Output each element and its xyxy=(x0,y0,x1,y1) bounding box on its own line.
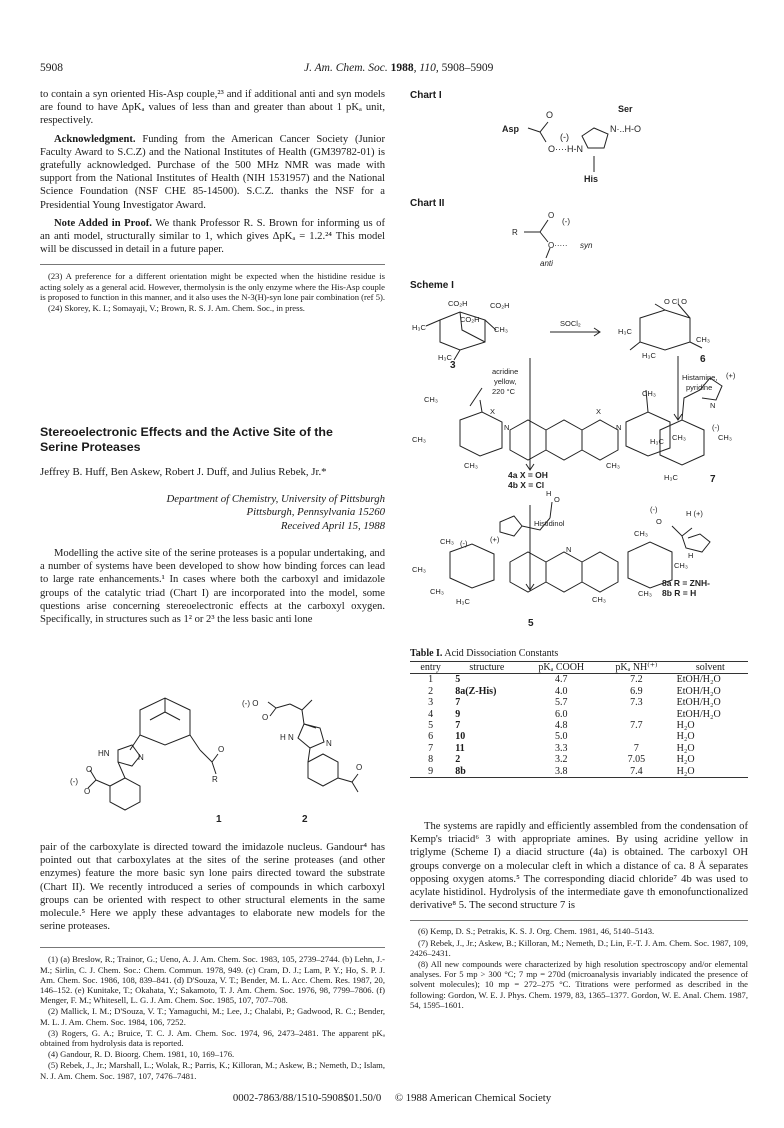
journal-volume: 110 xyxy=(419,62,436,74)
cell-pka-nh xyxy=(600,709,672,720)
cell-structure: 7 xyxy=(455,697,461,709)
svg-text:(-): (-) xyxy=(650,505,658,514)
svg-text:His: His xyxy=(584,174,599,182)
svg-text:anti: anti xyxy=(540,259,553,268)
previous-footnotes xyxy=(40,271,385,313)
cell-entry: 6 xyxy=(428,731,434,743)
svg-text:O Cl O: O Cl O xyxy=(664,297,687,306)
scheme-1-label: Scheme I xyxy=(410,280,454,291)
table-row xyxy=(410,674,748,686)
svg-text:R: R xyxy=(212,775,218,784)
svg-text:H: H xyxy=(688,551,694,560)
article-authors: Jeffrey B. Huff, Ben Askew, Robert J. Duff, and Julius Rebek, Jr.* xyxy=(40,466,327,478)
svg-text:H₃C: H₃C xyxy=(664,473,678,482)
journal-pages: 5908–5909 xyxy=(441,62,494,74)
note-text: We thank Professor R. S. Brown for informing us of an anti model, structurally similar to 1, which gives ΔpKₐ = 1.2.²⁴ This model will be discussed in detail in a future paper. xyxy=(40,217,385,256)
article-footnotes-left xyxy=(40,954,385,1080)
svg-text:CH₃: CH₃ xyxy=(606,461,620,470)
cell-entry: 4 xyxy=(428,708,434,720)
svg-text:O: O xyxy=(546,110,554,120)
acridine-label-1: acridine xyxy=(492,367,519,376)
footnote-1: (1) (a) Breslow, R.; Trainor, G.; Ueno, A. J. Am. Chem. Soc. 1983, 105, 2739–2744. (b) Lehn, J.-M.; Sirlin, C. J. Chem. Soc.: Chem. Commun. 1978, 949. (c) Cram, D. J.; Lam, P. Y.; Ho, S. P. J. Am. Chem. Soc. 1986, 108, 839–841. (d) D'Souza, V. T.; Bender, M. L. Acc. Chem. Res. 1987, 20, 146–152. (e) Kunitake, T.; Okahata, Y.; Sakamoto, T. J. Am. Chem. Soc. 1976, 98, 7799–7806. (f) Menger, F. M.; Whitesell, L. G. J. Am. Chem. Soc. 1985, 107, 707–708. xyxy=(40,954,385,1006)
svg-text:O: O xyxy=(656,517,662,526)
svg-text:CH₃: CH₃ xyxy=(464,461,478,470)
chart-1-label: Chart I xyxy=(410,90,442,101)
cell-entry: 2 xyxy=(428,685,434,697)
note-added-in-proof xyxy=(40,217,385,257)
table-header-row xyxy=(410,662,748,674)
previous-article-end: to contain a syn oriented His-Asp couple,²³ and if additional anti and syn models are found to have ΔpKₐ values of less than and greater than about 1 pKₐ unit, respectively. xyxy=(40,89,385,127)
svg-text:CH₃: CH₃ xyxy=(718,433,732,442)
chart-1-drawing xyxy=(500,96,660,182)
left-column-top xyxy=(40,88,385,314)
acridine-label-3: 220 °C xyxy=(492,387,516,396)
structure-1-label: 1 xyxy=(216,814,222,825)
footnote-5: (5) Rebek, J., Jr.; Marshall, L.; Wolak, R.; Parris, K.; Killoran, M.; Askew, B.; Nemeth, D.; Islam, N. J. Am. Chem. Soc. 1987, 107, 7476–7481. xyxy=(40,1060,385,1081)
footnote-rule-2 xyxy=(40,947,385,948)
right-column-text xyxy=(410,820,748,1011)
scheme-1-drawing xyxy=(410,290,748,645)
cell-pka-nh: 7 xyxy=(633,742,639,754)
pka-table xyxy=(410,661,748,778)
svg-text:(-): (-) xyxy=(712,423,720,432)
col-entry: entry xyxy=(420,662,441,673)
compound-4b-label: 4b X = Cl xyxy=(508,480,545,490)
histidinol-label: Histidinol xyxy=(534,519,565,528)
cell-structure: 8b xyxy=(455,765,466,777)
footnote-4: (4) Gandour, R. D. Bioorg. Chem. 1981, 10, 169–176. xyxy=(48,1049,235,1060)
svg-text:(-): (-) xyxy=(70,777,78,786)
svg-text:(-): (-) xyxy=(562,217,570,226)
page-footer xyxy=(0,1092,784,1104)
cell-solvent: EtOH/H₂O xyxy=(676,708,721,720)
svg-text:H₃C: H₃C xyxy=(618,327,632,336)
table-1 xyxy=(410,648,748,778)
footnote-rule-right xyxy=(410,920,748,921)
svg-text:CH₃: CH₃ xyxy=(696,335,710,344)
compound-8a-label: 8a R = ZNH- xyxy=(662,578,710,588)
table-row xyxy=(410,731,748,742)
svg-text:CH₃: CH₃ xyxy=(642,389,656,398)
cell-entry: 1 xyxy=(428,674,434,686)
cell-solvent: EtOH/H₂O xyxy=(676,685,721,697)
table-row xyxy=(410,709,748,720)
footnote-7: (7) Rebek, J., Jr.; Askew, B.; Killoran, M.; Nemeth, D.; Lin, F.-T. J. Am. Chem. Soc. 1987, 109, 2426–2431. xyxy=(410,937,748,958)
svg-text:CH₃: CH₃ xyxy=(440,537,454,546)
cell-pka-nh: 7.4 xyxy=(630,765,643,777)
svg-text:(-) O: (-) O xyxy=(242,699,259,708)
synthesis-paragraph: The systems are rapidly and efficiently assembled from the condensation of Kemp's triacid⁶ 3 with appropriate amines. By using acridine yellow in triglyme (Scheme I) a diacid structure (4a) is obtained. The carboxyl OH groups converge on a molecular cleft in which a distance of ca. 8 Å separates opposing oxygen atoms.⁵ The corresponding diacid chloride⁷ 4b was used to acylate histidinol. Hydrolysis of the intermediate gave th emonofunctionalized derivative⁸ 5. The second structure 7 is xyxy=(410,821,748,912)
svg-text:O·····: O····· xyxy=(548,241,568,250)
intro-paragraph: Modelling the active site of the serine proteases is a popular undertaking, and a number of systems have been developed to show how binding forces can lead to large rate enhancements.¹ In cases where both the carboxyl and imidazole groups of the catalytic triad (Chart I) are incorporated into the model, some questions arise concerning stereoelectronic effects at the carboxyl oxygen. Specifically, in structures such as 1² or 2³ the less basic anti lone xyxy=(40,548,385,626)
cell-structure: 7 xyxy=(455,720,461,732)
acridine-label-2: yellow, xyxy=(494,377,517,386)
cell-structure: 10 xyxy=(455,731,466,743)
svg-text:H N: H N xyxy=(280,733,294,742)
svg-text:R: R xyxy=(512,228,518,237)
svg-text:O····H-N: O····H-N xyxy=(548,144,583,154)
svg-text:O: O xyxy=(356,763,363,772)
table-row xyxy=(410,743,748,754)
svg-text:O: O xyxy=(218,745,225,754)
svg-text:CH₃: CH₃ xyxy=(674,561,688,570)
received-date: Received April 15, 1988 xyxy=(280,519,385,532)
svg-text:N·..H-O: N·..H-O xyxy=(610,124,641,134)
affiliation-line-2: Pittsburgh, Pennsylvania 15260 xyxy=(246,506,385,518)
footnote-3: (3) Rogers, G. A.; Bruice, T. C. J. Am. Chem. Soc. 1974, 96, 2473–2481. The apparent pKₐ obtained from hydrolysis data is reported. xyxy=(40,1027,385,1049)
svg-text:(-): (-) xyxy=(560,132,569,142)
footer-code: 0002-7863/88/1510-5908$01.50/0 xyxy=(232,1092,382,1104)
article-head xyxy=(40,425,385,631)
footnote-6: (6) Kemp, D. S.; Petrakis, K. S. J. Org. Chem. 1981, 46, 5140–5143. xyxy=(418,926,655,937)
histamine-label-1: Histamine, xyxy=(682,373,718,382)
cell-solvent: H₂O xyxy=(676,742,695,754)
svg-text:CO₂H: CO₂H xyxy=(490,301,510,310)
cell-pka-cooh: 3.8 xyxy=(555,765,568,777)
cell-solvent: H₂O xyxy=(676,765,695,777)
svg-text:(-): (-) xyxy=(460,539,468,548)
svg-text:X: X xyxy=(596,407,602,416)
cell-pka-cooh: 4.8 xyxy=(555,720,568,732)
svg-text:N: N xyxy=(710,401,716,410)
acknowledgment-text: Funding from the American Cancer Society (Junior Faculty Award to S.C.Z) and the National Institutes of Health (GM39782-01) is gratefully acknowledged. Purchase of the 500 MHz NMR was made with support from the National Institutes of Health (NIH 1531957) and the National Science Foundation (NSF CHE 85-14500). S.C.Z. thanks the NSF for a Presidential Young Investigator Award. xyxy=(40,133,385,211)
svg-text:O: O xyxy=(262,713,269,722)
structure-2-label: 2 xyxy=(302,814,308,825)
footnote-rule xyxy=(40,264,385,265)
note-heading: Note Added in Proof. xyxy=(54,217,152,229)
cell-structure: 8a(Z-His) xyxy=(455,685,497,697)
journal-name: J. Am. Chem. Soc. xyxy=(304,62,388,74)
cell-pka-cooh: 5.7 xyxy=(555,697,568,709)
cell-pka-nh: 7.2 xyxy=(630,674,643,686)
cell-structure: 5 xyxy=(455,674,461,686)
cell-pka-nh xyxy=(600,731,672,742)
cell-pka-nh: 6.9 xyxy=(630,685,643,697)
svg-text:CH₃: CH₃ xyxy=(412,435,426,444)
affiliation xyxy=(40,493,385,534)
footnote-24: (24) Skorey, K. I.; Somayaji, V.; Brown, R. S. J. Am. Chem. Soc., in press. xyxy=(48,303,305,314)
cell-solvent: H₂O xyxy=(676,754,695,766)
cell-entry: 7 xyxy=(428,742,434,754)
compound-7-label: 7 xyxy=(710,474,716,485)
left-column-bottom xyxy=(40,841,385,1082)
svg-text:CO₂H: CO₂H xyxy=(448,299,468,308)
svg-text:O: O xyxy=(86,765,93,774)
table-caption: Table I. Acid Dissociation Constants xyxy=(410,648,559,659)
paragraph-continued: pair of the carboxylate is directed toward the imidazole nucleus. Gandour⁴ has pointed out that carboxylates at the sites of the serine proteases (and other enzymes) feature the more basic syn lone pairs directed toward the substrate (Chart II). We recently introduced a series of compounds in which carboxyl groups can be oriented with respect to other structural elements in the same molecule.⁵ Here we apply these advantages to elaborate new models for the serine proteases. xyxy=(40,842,385,933)
cell-entry: 5 xyxy=(428,720,434,732)
footnote-23: (23) A preference for a different orientation might be expected when the histidine residue is acting solely as a general acid. However, thermolysin is the only enzyme where the His-Asp couple is proposed to function in this manner, and it also uses the N-3(H)-syn lone pair combination (ref 5). xyxy=(40,271,386,302)
svg-text:CH₃: CH₃ xyxy=(494,325,508,334)
footer-copyright: © 1988 American Chemical Society xyxy=(394,1092,552,1104)
cell-solvent: EtOH/H₂O xyxy=(676,697,721,709)
svg-text:N: N xyxy=(504,423,510,432)
table-row xyxy=(410,686,748,697)
svg-text:H₃C: H₃C xyxy=(456,597,470,606)
journal-citation: J. Am. Chem. Soc. 1988, 110, 5908–5909 xyxy=(304,62,494,74)
running-header xyxy=(40,62,748,78)
cell-pka-cooh: 4.0 xyxy=(555,685,568,697)
acknowledgment xyxy=(40,133,385,212)
svg-text:X: X xyxy=(490,407,496,416)
table-row xyxy=(410,754,748,765)
acknowledgment-heading: Acknowledgment. xyxy=(54,133,136,145)
chart-2-label: Chart II xyxy=(410,198,445,209)
cell-pka-cooh: 5.0 xyxy=(555,731,568,743)
col-pka-nh: pKₐ NH⁽⁺⁾ xyxy=(615,662,658,673)
col-structure: structure xyxy=(469,662,505,673)
article-title: Stereoelectronic Effects and the Active Site of the Serine Proteases xyxy=(40,425,333,454)
svg-text:H₃C: H₃C xyxy=(412,323,426,332)
svg-text:H (+): H (+) xyxy=(686,509,703,518)
svg-text:H₃C: H₃C xyxy=(650,437,664,446)
table-row xyxy=(410,720,748,731)
cell-solvent: H₂O xyxy=(676,731,695,743)
footnote-8: (8) All new compounds were characterized by high resolution spectroscopy and/or elemental analyses. For 5 mp > 300 °C; 7 mp = 270d (microanalysis invariably indicated the presence of solvent molecules); 10 mp = 272–275 °C. Titrations were performed as described in the following: Gordon, W. E. J. Phys. Chem. 1979, 83, 1365–1377. Gordon, W. E. Anal. Chem. 1987, 54, 1595–1601. xyxy=(410,959,748,1010)
compound-5-label: 5 xyxy=(528,618,534,629)
svg-text:CH₃: CH₃ xyxy=(424,395,438,404)
svg-text:N: N xyxy=(138,753,144,762)
cell-pka-nh: 7.05 xyxy=(627,754,646,766)
affiliation-line-1: Department of Chemistry, University of Pittsburgh xyxy=(166,492,385,505)
cell-solvent: EtOH/H₂O xyxy=(676,674,721,686)
chart-2-drawing xyxy=(510,210,630,268)
svg-text:H: H xyxy=(546,489,552,498)
table-row xyxy=(410,697,748,708)
cell-pka-nh: 7.7 xyxy=(630,720,643,732)
cell-structure: 11 xyxy=(455,742,465,754)
cell-structure: 9 xyxy=(455,708,461,720)
svg-text:Asp: Asp xyxy=(502,124,520,134)
journal-year: 1988 xyxy=(390,62,414,74)
histamine-label-2: pyridine xyxy=(686,383,713,392)
cell-pka-nh: 7.3 xyxy=(630,697,643,709)
svg-text:N: N xyxy=(326,739,332,748)
cell-pka-cooh: 4.7 xyxy=(555,674,568,686)
svg-text:N: N xyxy=(616,423,622,432)
cell-entry: 8 xyxy=(428,754,434,766)
col-solvent: solvent xyxy=(695,662,725,673)
svg-text:Ser: Ser xyxy=(618,104,633,114)
cell-solvent: H₂O xyxy=(676,720,695,732)
compound-8b-label: 8b R = H xyxy=(662,588,697,598)
svg-text:syn: syn xyxy=(580,241,593,250)
svg-text:(+): (+) xyxy=(726,371,736,380)
svg-text:O: O xyxy=(548,211,555,220)
svg-text:CH₃: CH₃ xyxy=(592,595,606,604)
compound-6-label: 6 xyxy=(700,354,706,365)
svg-text:N: N xyxy=(566,545,572,554)
footnote-2: (2) Mallick, I. M.; D'Souza, V. T.; Yamaguchi, M.; Lee, J.; Chalabi, P.; Gadwood, R. C.; Bender, M. L. J. Am. Chem. Soc. 1984, 106, 7252. xyxy=(40,1006,385,1027)
cell-structure: 2 xyxy=(455,754,461,766)
compound-4a-label: 4a X = OH xyxy=(508,470,548,480)
svg-text:CH₃: CH₃ xyxy=(634,529,648,538)
col-pka-cooh: pKₐ COOH xyxy=(538,662,585,673)
cell-entry: 9 xyxy=(428,765,434,777)
compound-3-label: 3 xyxy=(450,360,456,371)
table-body xyxy=(410,674,748,778)
svg-text:H₃C: H₃C xyxy=(642,351,656,360)
svg-text:CH₃: CH₃ xyxy=(412,565,426,574)
svg-text:CH₃: CH₃ xyxy=(638,589,652,598)
socl2-label: SOCl₂ xyxy=(560,319,581,328)
structures-1-2-figure xyxy=(40,690,385,830)
page-number: 5908 xyxy=(40,62,63,74)
svg-text:O: O xyxy=(84,787,91,796)
cell-entry: 3 xyxy=(428,697,434,709)
article-footnotes-right xyxy=(410,926,748,1010)
svg-text:CH₃: CH₃ xyxy=(672,433,686,442)
cell-pka-cooh: 3.2 xyxy=(555,754,568,766)
cell-pka-cooh: 6.0 xyxy=(555,708,568,720)
table-row xyxy=(410,766,748,778)
svg-text:CO₂H: CO₂H xyxy=(460,315,480,324)
svg-text:H₃C: H₃C xyxy=(438,353,452,362)
cell-pka-cooh: 3.3 xyxy=(555,742,568,754)
svg-text:O: O xyxy=(554,495,560,504)
svg-text:HN: HN xyxy=(98,749,110,758)
svg-text:CH₃: CH₃ xyxy=(430,587,444,596)
svg-text:(+): (+) xyxy=(490,535,500,544)
